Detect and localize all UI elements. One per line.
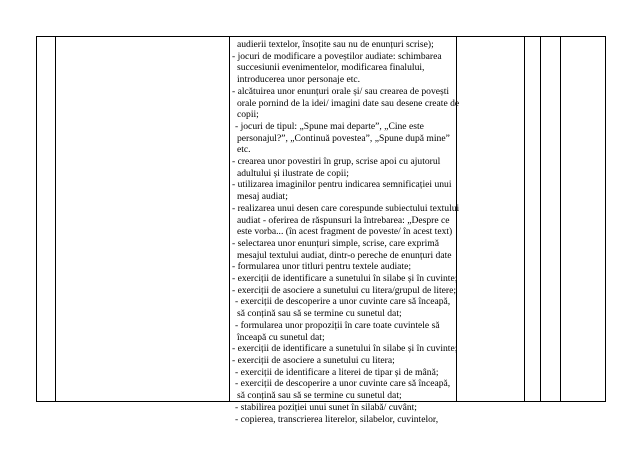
text-line: - selectarea unor enunțuri simple, scrise, care exprimă xyxy=(232,237,439,249)
text-line: - crearea unor povestiri în grup, scrise apoi cu ajutorul xyxy=(232,156,441,168)
text-line: este vorba... (în acest fragment de poveste/ în acest text) xyxy=(237,226,453,238)
text-line: - exerciții de identificare a sunetului în silabe și în cuvinte; xyxy=(232,273,458,285)
text-line: audiat - oferirea de răspunsuri la întrebarea: „Despre ce xyxy=(237,214,450,226)
text-line: mesajul textului audiat, dintr-o pereche de enunțuri date xyxy=(237,249,452,261)
text-line: - jocuri de modificare a poveștilor audiate: schimbarea xyxy=(232,50,442,62)
table-column-divider xyxy=(524,36,525,402)
text-line: - exerciții de identificare a sunetului în silabe și în cuvinte; xyxy=(232,343,458,355)
text-line: să conțină sau să se termine cu sunetul dat; xyxy=(237,390,402,402)
text-line: mesaj audiat; xyxy=(237,191,288,203)
text-line: - exerciții de asociere a sunetului cu litera; xyxy=(232,354,395,366)
text-line: - copierea, transcrierea literelor, silabelor, cuvintelor, xyxy=(235,413,439,425)
text-line: introducerea unor personaje etc. xyxy=(237,74,361,86)
text-line: - exerciții de identificare a literei de tipar și de mână; xyxy=(235,366,439,378)
text-line: etc. xyxy=(237,144,251,156)
text-line: - stabilirea poziției unui sunet în silabă/ cuvânt; xyxy=(235,401,417,413)
text-line: - realizarea unui desen care corespunde subiectului textului xyxy=(232,202,460,214)
text-line: audierii textelor, însoțite sau nu de enunțuri scrise); xyxy=(237,39,434,50)
table-border-left xyxy=(36,36,37,402)
text-line: orale pornind de la idei/ imagini date sau desene create de xyxy=(237,97,460,109)
text-line: - formularea unor propoziții în care toate cuvintele să xyxy=(235,319,440,331)
text-line: - formularea unor titluri pentru textele audiate; xyxy=(232,261,412,273)
text-line: să conțină sau să se termine cu sunetul dat; xyxy=(237,308,402,320)
text-line: adultului și ilustrate de copii; xyxy=(237,167,349,179)
table-border-top xyxy=(36,36,606,37)
table-column-divider xyxy=(560,36,561,402)
text-line: personajul?”, „Continuă povestea”, „Spune după mine” xyxy=(237,132,450,144)
text-line: înceapă cu sunetul dat; xyxy=(237,331,325,343)
text-line: copii; xyxy=(237,109,259,121)
text-line: succesiunii evenimentelor, modificarea finalului, xyxy=(237,62,425,74)
table-column-divider xyxy=(55,36,56,402)
text-line: - exerciții de asociere a sunetului cu litera/grupul de litere; xyxy=(232,284,457,296)
text-line: - exerciții de descoperire a unor cuvinte care să înceapă, xyxy=(235,296,451,308)
text-line: - jocuri de tipul: „Spune mai departe”, „Cine este xyxy=(235,120,424,132)
text-line: - alcătuirea unor enunțuri orale și/ sau crearea de povești xyxy=(232,85,450,97)
table-border-right xyxy=(605,36,606,402)
table-column-divider xyxy=(540,36,541,402)
table-column-divider xyxy=(229,36,230,402)
table-cell-activities xyxy=(232,39,460,425)
text-line: - utilizarea imaginilor pentru indicarea semnificației unui xyxy=(232,179,452,191)
text-line: - exerciții de descoperire a unor cuvinte care să înceapă, xyxy=(235,378,451,390)
